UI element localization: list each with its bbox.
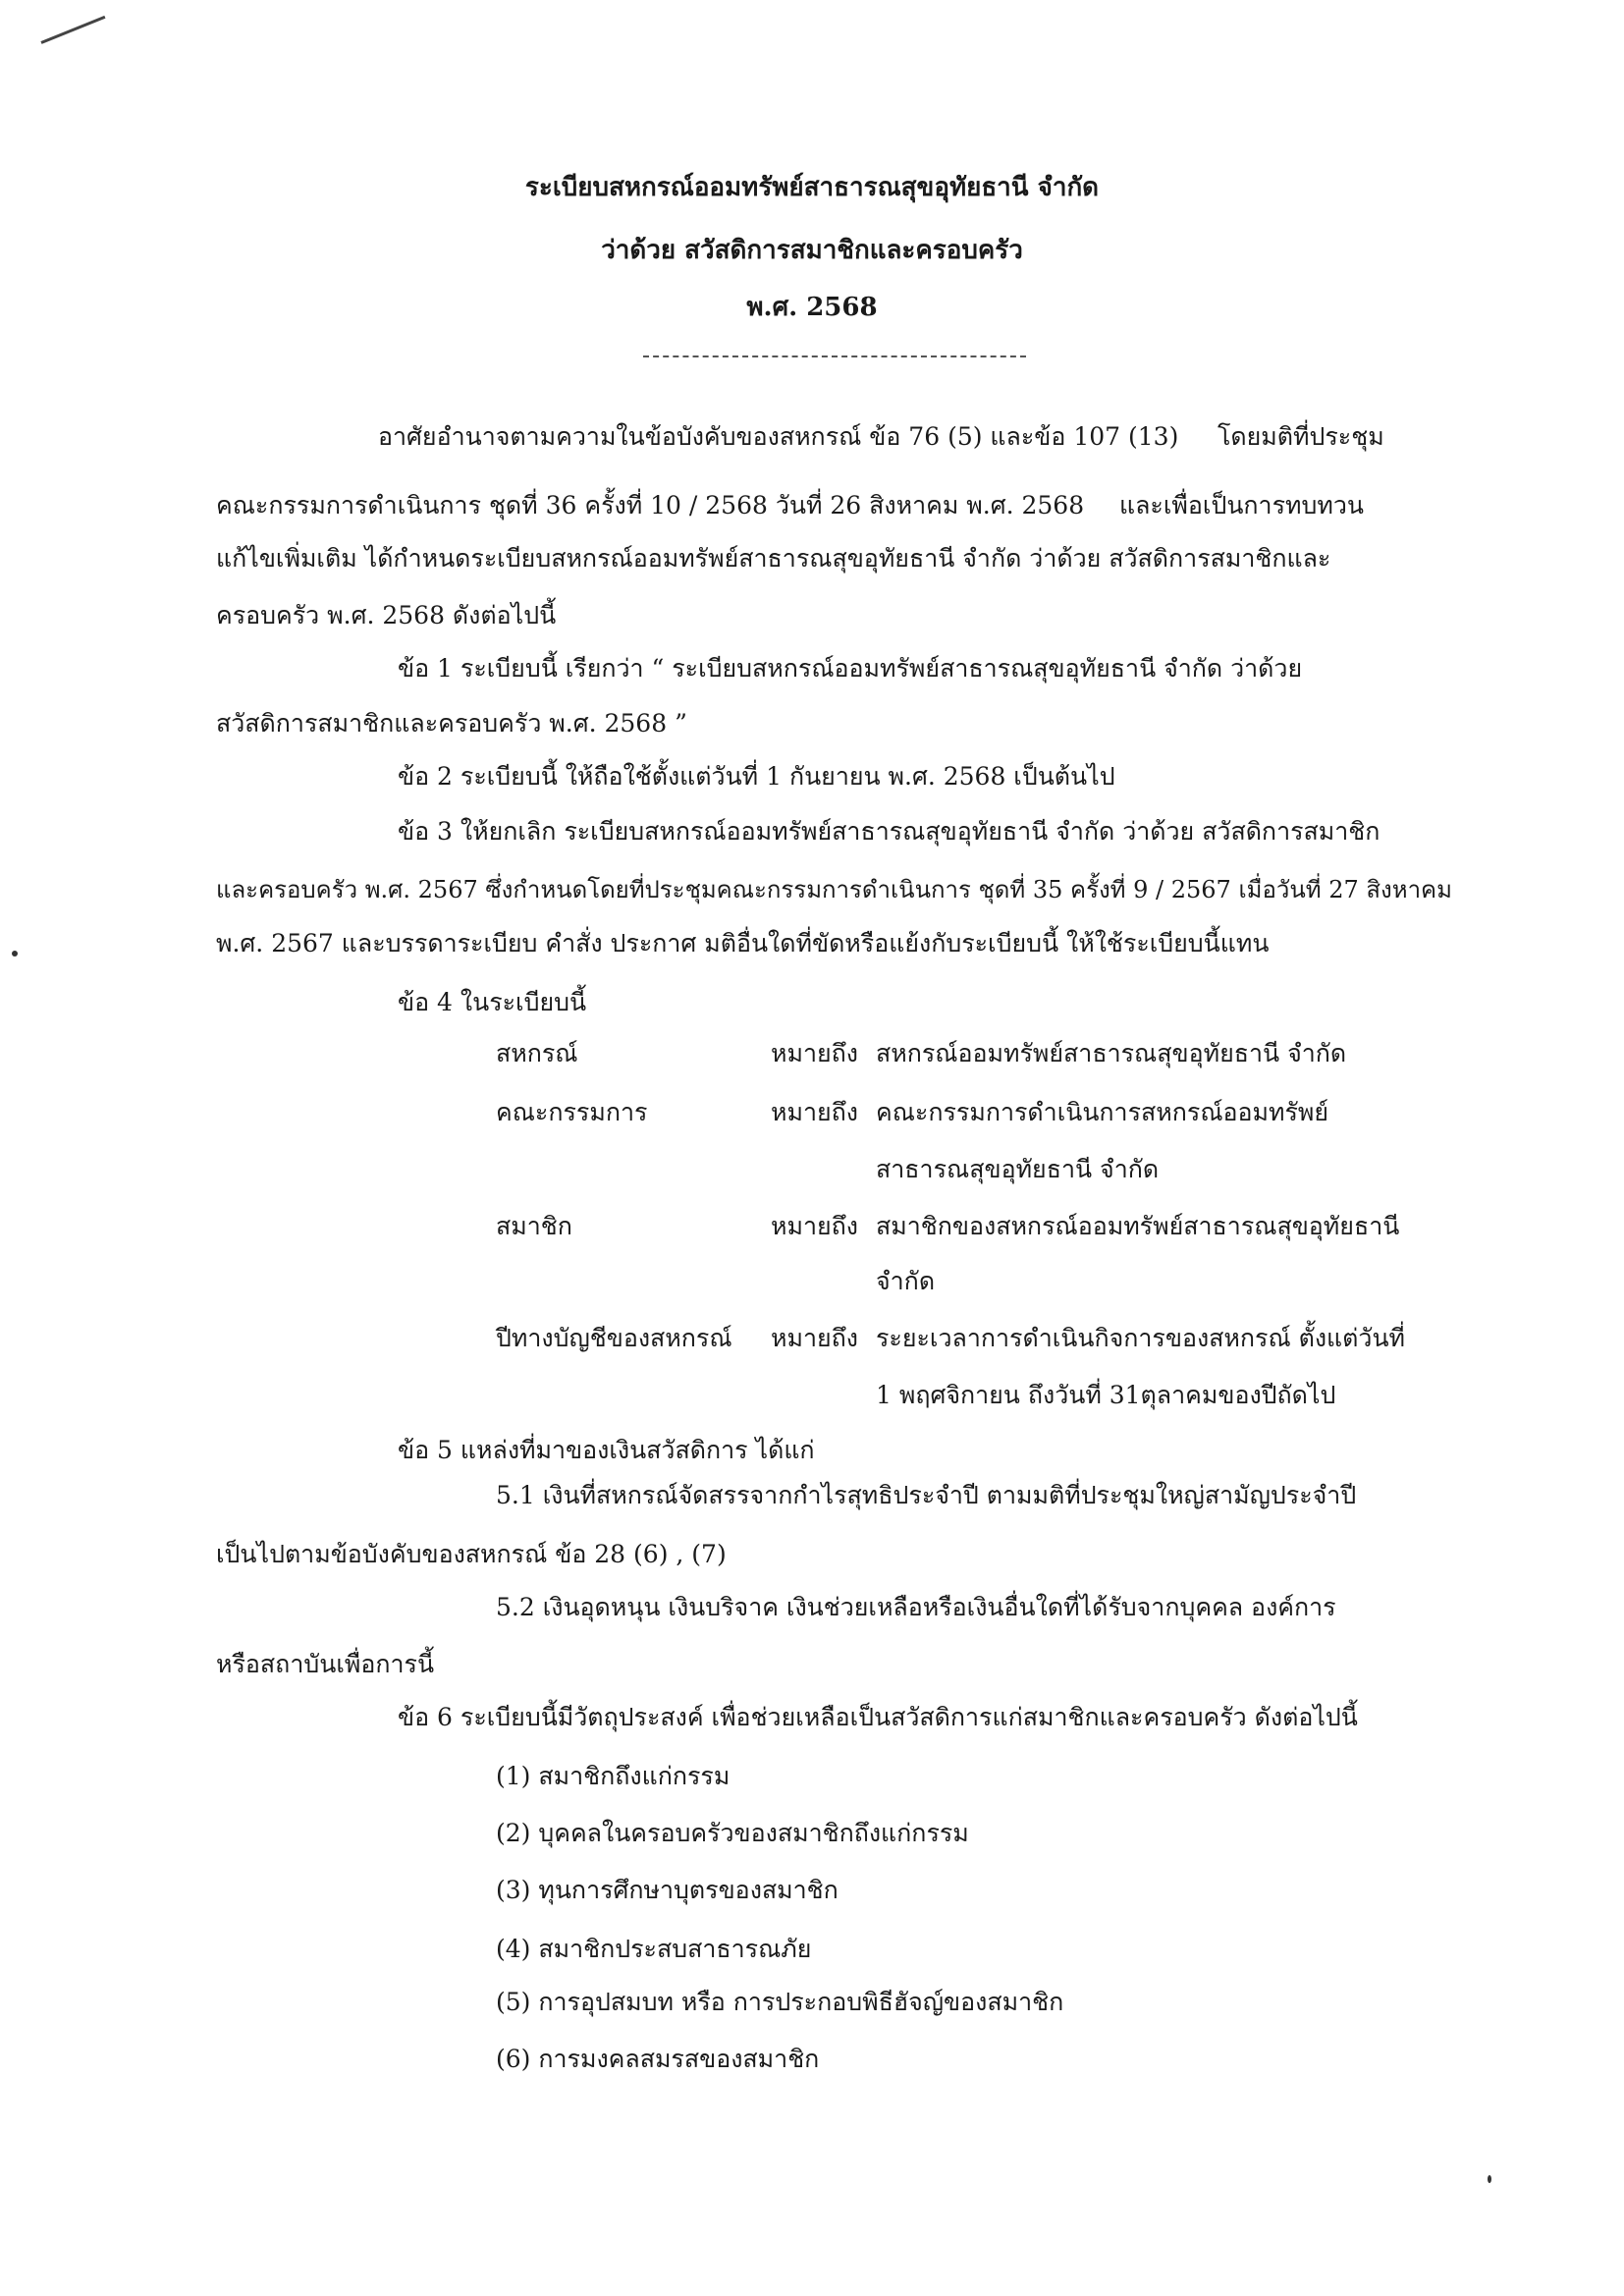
definition-text: ระยะเวลาการดำเนินกิจการของสหกรณ์ ตั้งแต่วันที่	[876, 1324, 1406, 1352]
clause6-list-item: (1) สมาชิกถึงแก่กรรม	[496, 1762, 731, 1790]
scan-speck	[12, 951, 18, 957]
preamble-line1-end: โดยมติที่ประชุม	[1218, 422, 1384, 451]
clause6-list-item: (3) ทุนการศึกษาบุตรของสมาชิก	[496, 1876, 839, 1904]
definition-means: หมายถึง	[771, 1212, 858, 1240]
preamble-line2: คณะกรรมการดำเนินการ ชุดที่ 36 ครั้งที่ 10 / 2568 วันที่ 26 สิงหาคม พ.ศ. 2568	[216, 491, 1085, 519]
definition-means: หมายถึง	[771, 1098, 858, 1126]
clause5-item2-line2: หรือสถาบันเพื่อการนี้	[216, 1650, 435, 1678]
definition-text: คณะกรรมการดำเนินการสหกรณ์ออมทรัพย์	[876, 1098, 1329, 1126]
preamble-line3: แก้ไขเพิ่มเติม ได้กำหนดระเบียบสหกรณ์ออมทรัพย์สาธารณสุขอุทัยธานี จำกัด ว่าด้วย สวัสดิการสมาชิกและ	[216, 544, 1331, 573]
definition-text: สมาชิกของสหกรณ์ออมทรัพย์สาธารณสุขอุทัยธานี	[876, 1212, 1400, 1240]
clause1-line2: สวัสดิการสมาชิกและครอบครัว พ.ศ. 2568 ”	[216, 709, 687, 738]
clause2-line1: ข้อ 2 ระเบียบนี้ ให้ถือใช้ตั้งแต่วันที่ 1 กันยายน พ.ศ. 2568 เป็นต้นไป	[398, 762, 1115, 791]
definition-term: สมาชิก	[496, 1212, 572, 1240]
definition-text-cont: สาธารณสุขอุทัยธานี จำกัด	[876, 1155, 1160, 1183]
clause3-line2: และครอบครัว พ.ศ. 2567 ซึ่งกำหนดโดยที่ประชุมคณะกรรมการดำเนินการ ชุดที่ 35 ครั้งที่ 9 / 2567 เมื่อวันที่ 27 สิงหาคม	[216, 876, 1452, 903]
preamble-line2-end: และเพื่อเป็นการทบทวน	[1119, 491, 1364, 519]
definition-means: หมายถึง	[771, 1039, 858, 1067]
doc-title-line2: ว่าด้วย สวัสดิการสมาชิกและครอบครัว	[601, 236, 1023, 265]
definition-text: สหกรณ์ออมทรัพย์สาธารณสุขอุทัยธานี จำกัด	[876, 1039, 1347, 1067]
definition-term: ปีทางบัญชีของสหกรณ์	[496, 1324, 732, 1352]
clause5-heading: ข้อ 5 แหล่งที่มาของเงินสวัสดิการ ได้แก่	[398, 1436, 815, 1464]
clause3-line3: พ.ศ. 2567 และบรรดาระเบียบ คำสั่ง ประกาศ มติอื่นใดที่ขัดหรือแย้งกับระเบียบนี้ ให้ใช้ระเบียบนี้แทน	[216, 929, 1270, 957]
clause6-list-item: (4) สมาชิกประสบสาธารณภัย	[496, 1935, 812, 1963]
preamble-line1: อาศัยอำนาจตามความในข้อบังคับของสหกรณ์ ข้อ 76 (5) และข้อ 107 (13)	[378, 422, 1179, 451]
definition-term: สหกรณ์	[496, 1039, 578, 1067]
clause6-list-item: (6) การมงคลสมรสของสมาชิก	[496, 2045, 820, 2073]
clause5-item1-line1: 5.1 เงินที่สหกรณ์จัดสรรจากกำไรสุทธิประจำปี ตามมติที่ประชุมใหญ่สามัญประจำปี	[496, 1481, 1357, 1509]
doc-title-line1: ระเบียบสหกรณ์ออมทรัพย์สาธารณสุขอุทัยธานี จำกัด	[524, 173, 1100, 202]
preamble-line4: ครอบครัว พ.ศ. 2568 ดังต่อไปนี้	[216, 601, 557, 629]
clause1-line1: ข้อ 1 ระเบียบนี้ เรียกว่า “ ระเบียบสหกรณ์ออมทรัพย์สาธารณสุขอุทัยธานี จำกัด ว่าด้วย	[398, 654, 1303, 683]
scan-pen-mark	[40, 16, 105, 44]
scan-speck	[1488, 2175, 1491, 2183]
definition-text-cont: จำกัด	[876, 1267, 936, 1295]
clause5-item1-line2: เป็นไปตามข้อบังคับของสหกรณ์ ข้อ 28 (6) , (7)	[216, 1540, 727, 1568]
clause6-heading: ข้อ 6 ระเบียบนี้มีวัตถุประสงค์ เพื่อช่วยเหลือเป็นสวัสดิการแก่สมาชิกและครอบครัว ดังต่อไปนี้	[398, 1703, 1358, 1731]
clause5-item2-line1: 5.2 เงินอุดหนุน เงินบริจาค เงินช่วยเหลือหรือเงินอื่นใดที่ได้รับจากบุคคล องค์การ	[496, 1593, 1336, 1621]
clause4-heading: ข้อ 4 ในระเบียบนี้	[398, 988, 587, 1016]
definition-term: คณะกรรมการ	[496, 1098, 648, 1126]
clause6-list-item: (2) บุคคลในครอบครัวของสมาชิกถึงแก่กรรม	[496, 1819, 969, 1847]
definition-means: หมายถึง	[771, 1324, 858, 1352]
clause6-list-item: (5) การอุปสมบท หรือ การประกอบพิธีฮัจญ์ของสมาชิก	[496, 1988, 1064, 2016]
doc-title-year: พ.ศ. 2568	[746, 293, 878, 322]
title-divider	[643, 355, 1026, 357]
clause3-line1: ข้อ 3 ให้ยกเลิก ระเบียบสหกรณ์ออมทรัพย์สาธารณสุขอุทัยธานี จำกัด ว่าด้วย สวัสดิการสมาชิก	[398, 817, 1380, 846]
definition-text-cont: 1 พฤศจิกายน ถึงวันที่ 31ตุลาคมของปีถัดไป	[876, 1381, 1336, 1409]
